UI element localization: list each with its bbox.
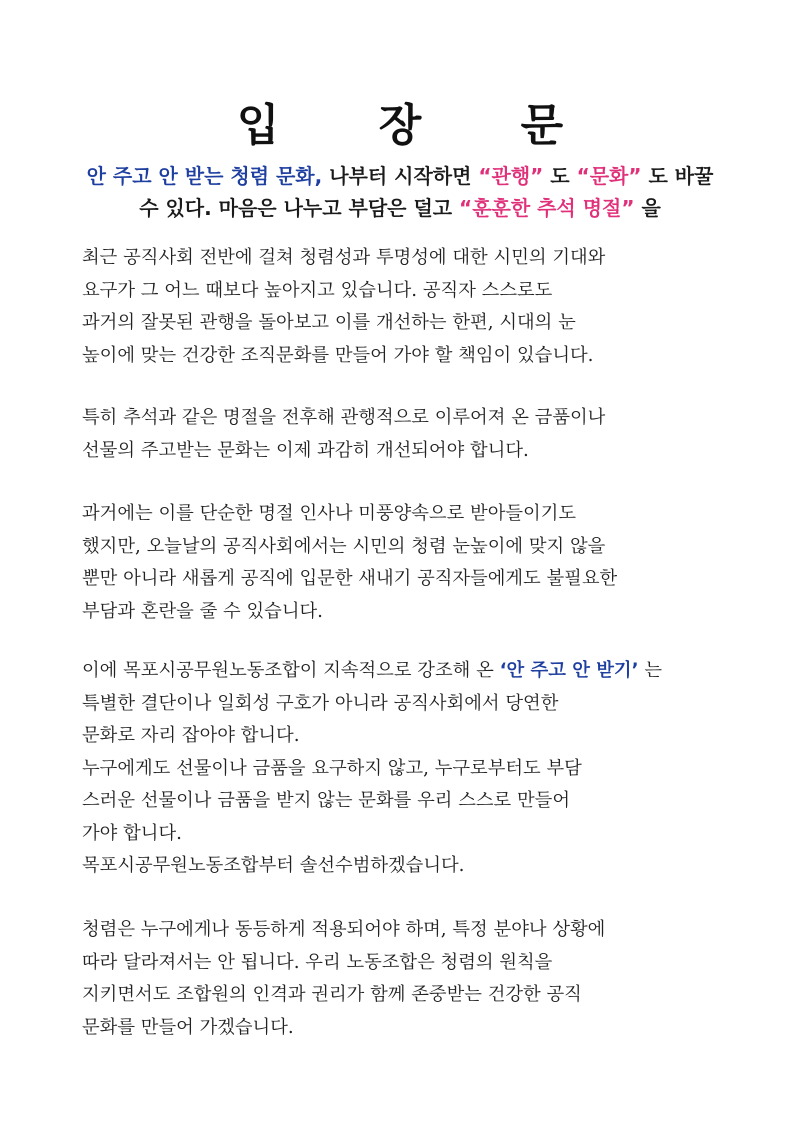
subtitle-highlight-custom: “관행”: [478, 164, 544, 188]
subtitle-line2-text: 수 있다. 마음은 나누고 부담은 덜고: [139, 196, 460, 220]
paragraph-2: [82, 402, 722, 467]
paragraph-text: 이에 목포시공무원노동조합이 지속적으로 강조해 온: [82, 660, 500, 681]
paragraph-line: [82, 655, 722, 688]
slogan-highlight: ‘안 주고 안 받기’: [499, 660, 639, 681]
paragraph-line: 특별한 결단이나 일회성 구호가 아니라 공직사회에서 당연한: [82, 692, 559, 714]
paragraph-line: 선물의 주고받는 문화는 이제 과감히 개선되어야 합니다.: [82, 439, 529, 461]
subtitle: [74, 160, 726, 224]
subtitle-highlight-chuseok: “훈훈한 추석 명절”: [459, 196, 635, 220]
paragraph-line: 부담과 혼란을 줄 수 있습니다.: [82, 600, 323, 622]
subtitle-line2-end: 을: [634, 196, 661, 220]
paragraph-line: 누구에게도 선물이나 금품을 요구하지 않고, 누구로부터도 부담: [82, 757, 582, 779]
paragraph-line: 요구가 그 어느 때보다 높아지고 있습니다. 공직자 스스로도: [82, 279, 553, 301]
subtitle-text: 도: [543, 164, 577, 188]
paragraph-line: 과거에는 이를 단순한 명절 인사나 미풍양속으로 받아들이기도: [82, 503, 577, 524]
paragraph-line: 지키면서도 조합원의 인격과 권리가 함께 존중받는 건강한 공직: [82, 984, 582, 1005]
paragraph-line: 했지만, 오늘날의 공직사회에서는 시민의 청렴 눈높이에 맞지 않을: [82, 535, 606, 557]
paragraph-line: 문화를 만들어 가겠습니다.: [82, 1016, 294, 1038]
paragraph-line: 따라 달라져서는 안 됩니다. 우리 노동조합은 청렴의 원칙을: [82, 951, 553, 973]
paragraph-line: 과거의 잘못된 관행을 돌아보고 이를 개선하는 한편, 시대의 눈: [82, 312, 576, 333]
paragraph-line: 특히 추석과 같은 명절을 전후해 관행적으로 이루어져 온 금품이나: [82, 407, 606, 428]
subtitle-text: 나부터 시작하면: [322, 164, 479, 188]
paragraph-line: 뿐만 아니라 새롭게 공직에 입문한 새내기 공직자들에게도 불필요한: [82, 568, 618, 589]
paragraph-line: 높이에 맞는 건강한 조직문화를 만들어 가야 할 책임이 있습니다.: [82, 344, 594, 366]
paragraph-line: 최근 공직사회 전반에 걸쳐 청렴성과 투명성에 대한 시민의 기대와: [82, 247, 606, 268]
paragraph-line: 문화로 자리 잡아야 합니다.: [82, 725, 300, 746]
paragraph-text: 는: [638, 660, 663, 681]
paragraph-line: 목포시공무원노동조합부터 솔선수범하겠습니다.: [82, 855, 465, 876]
paragraph-line: 청렴은 누구에게나 동등하게 적용되어야 하며, 특정 분야나 상황에: [82, 919, 606, 940]
subtitle-highlight-blue: 안 주고 안 받는 청렴 문화,: [86, 164, 323, 188]
paragraph-5: [82, 914, 722, 1044]
paragraph-line: 스러운 선물이나 금품을 받지 않는 문화를 우리 스스로 만들어: [82, 790, 570, 811]
page-title: 입 장 문: [236, 100, 606, 151]
subtitle-highlight-culture: “문화”: [576, 164, 642, 188]
subtitle-text: 도 바꿀: [641, 164, 714, 188]
paragraph-line: 가야 합니다.: [82, 822, 182, 844]
paragraph-3: [82, 498, 722, 628]
paragraph-4: [82, 655, 722, 883]
paragraph-1: [82, 242, 722, 372]
